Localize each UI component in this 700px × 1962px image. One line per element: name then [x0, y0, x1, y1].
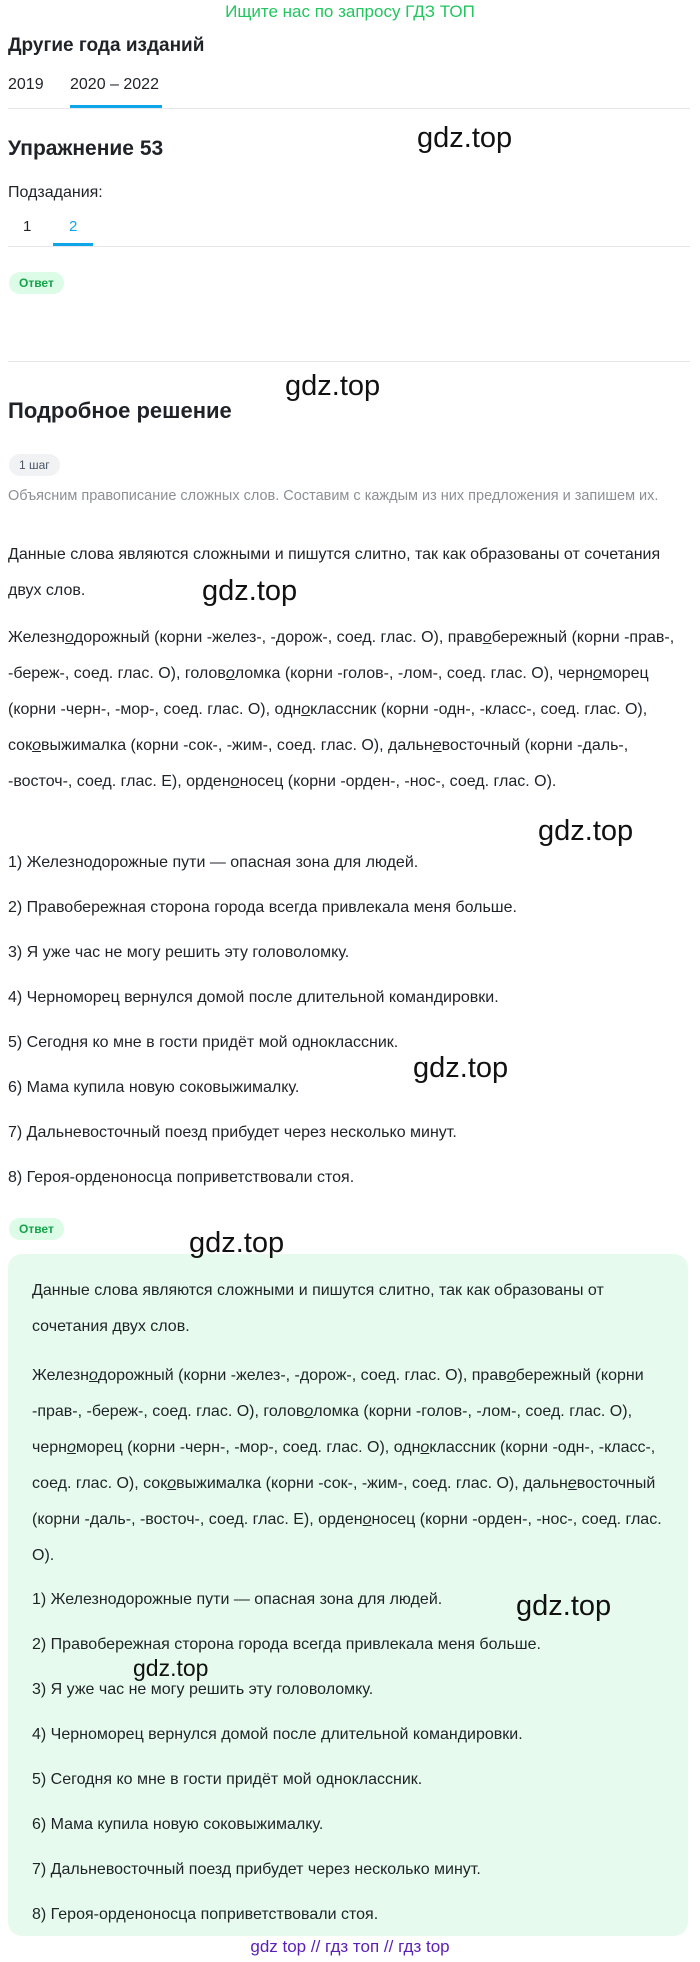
answer-sentence-1: 1) Железнодорожные пути — опасная зона для людей. — [32, 1591, 443, 1608]
watermark: gdz.top — [285, 370, 381, 402]
answer-word-analysis — [32, 1358, 672, 1574]
promo-banner[interactable]: Ищите нас по запросу ГДЗ ТОП — [225, 2, 475, 21]
footer-links — [0, 1935, 700, 1959]
answer-sentence-4: 4) Черноморец вернулся домой после длительной командировки. — [32, 1726, 523, 1743]
word-part: выжималка (корни -сок-, -жим-, соед. глас. О), — [176, 1475, 524, 1492]
other-years-title: Другие года изданий — [8, 35, 205, 56]
word-part: дальн — [388, 737, 433, 754]
word-part: классник (корни -одн-, -класс-, соед. глас. О), — [310, 701, 648, 718]
tab-year-2020-2022[interactable]: 2020 – 2022 — [70, 76, 159, 93]
word-part: орден — [186, 773, 231, 790]
sentence-5: 5) Сегодня ко мне в гости придёт мой одноклассник. — [8, 1034, 399, 1051]
word-part: морец (корни -черн-, -мор-, соед. глас. О), — [8, 665, 649, 718]
connecting-vowel: о — [301, 701, 311, 718]
connecting-vowel: о — [230, 773, 240, 790]
connecting-vowel: о — [66, 1439, 76, 1456]
word-part: носец (корни -орден-, -нос-, соед. глас. О). — [32, 1511, 662, 1564]
word-part: классник (корни -одн-, -класс-, соед. глас. О), — [32, 1439, 656, 1492]
footer-link-2[interactable]: гдз топ — [325, 1937, 380, 1956]
solution-title: Подробное решение — [8, 398, 232, 423]
word-part: ломка (корни -голов-, -лом-, соед. глас. О), — [234, 665, 558, 682]
tab-year-2019[interactable]: 2019 — [8, 76, 44, 93]
word-part: сок — [143, 1475, 168, 1492]
connecting-vowel: о — [420, 1439, 430, 1456]
answer-sentence-6: 6) Мама купила новую соковыжималку. — [32, 1816, 324, 1833]
word-part: одн — [274, 701, 302, 718]
divider — [8, 108, 690, 109]
footer-link-3[interactable]: гдз top — [398, 1937, 450, 1956]
connecting-vowel: о — [592, 665, 602, 682]
connecting-vowel: о — [89, 1367, 98, 1384]
connecting-vowel: о — [65, 629, 74, 646]
word-part: голов — [263, 1403, 305, 1420]
word-part: черн — [557, 665, 593, 682]
footer-separator: // — [383, 1937, 394, 1956]
subtask-tab-1[interactable]: 1 — [23, 218, 32, 235]
answer-sentence-3: 3) Я уже час не могу решить эту головоломку. — [32, 1681, 374, 1698]
word-part: бережный (корни -прав-, -береж-, соед. глас. О), — [32, 1367, 644, 1420]
sentence-8: 8) Героя-орденоносца поприветствовали стоя. — [8, 1169, 355, 1186]
sentence-3: 3) Я уже час не могу решить эту головоломку. — [8, 944, 350, 961]
answer-sentence-5: 5) Сегодня ко мне в гости придёт мой одноклассник. — [32, 1771, 423, 1788]
footer-separator: // — [310, 1937, 321, 1956]
word-part: черн — [32, 1439, 67, 1456]
watermark: gdz.top — [538, 815, 634, 847]
word-part: дальн — [523, 1475, 568, 1492]
word-part: дорожный (корни -желез-, -дорож-, соед. глас. О), — [97, 1367, 472, 1384]
exercise-title: Упражнение 53 — [8, 137, 164, 160]
word-part: выжималка (корни -сок-, -жим-, соед. глас. О), — [40, 737, 389, 754]
sentence-6: 6) Мама купила новую соковыжималку. — [8, 1079, 300, 1096]
connecting-vowel: е — [567, 1475, 577, 1492]
sentence-7: 7) Дальневосточный поезд прибудет через несколько минут. — [8, 1124, 457, 1141]
word-part: сок — [8, 737, 33, 754]
watermark: gdz.top — [417, 122, 513, 154]
answer-sentence-2: 2) Правобережная сторона города всегда привлекала меня больше. — [32, 1636, 541, 1653]
sentence-1: 1) Железнодорожные пути — опасная зона для людей. — [8, 854, 419, 871]
word-part: дорожный (корни -желез-, -дорож-, соед. глас. О), — [73, 629, 448, 646]
word-part: прав — [471, 1367, 507, 1384]
divider — [8, 246, 690, 247]
sentence-2: 2) Правобережная сторона города всегда привлекала меня больше. — [8, 899, 517, 916]
connecting-vowel: о — [362, 1511, 372, 1528]
answer-badge: Ответ — [9, 1218, 64, 1240]
sentence-4: 4) Черноморец вернулся домой после длительной командировки. — [8, 989, 499, 1006]
word-part: Железн — [8, 629, 65, 646]
word-part: прав — [447, 629, 483, 646]
word-part: голов — [184, 665, 226, 682]
watermark: gdz.top — [189, 1227, 285, 1259]
word-part: носец (корни -орден-, -нос-, соед. глас. О). — [239, 773, 557, 790]
connecting-vowel: о — [506, 1367, 516, 1384]
answer-sentence-7: 7) Дальневосточный поезд прибудет через несколько минут. — [32, 1861, 481, 1878]
word-part: одн — [393, 1439, 421, 1456]
watermark: gdz.top — [516, 1590, 612, 1622]
word-part: ломка (корни -голов-, -лом-, соед. глас. О), — [313, 1403, 633, 1420]
connecting-vowel: о — [482, 629, 492, 646]
step-badge: 1 шаг — [9, 454, 60, 476]
word-part: восточный (корни -даль-, -восточ-, соед. глас. Е), — [8, 737, 629, 790]
connecting-vowel: о — [304, 1403, 314, 1420]
word-part: Железн — [32, 1367, 89, 1384]
solution-intro: Данные слова являются сложными и пишутся слитно, так как образованы от сочетания двух слов. — [8, 546, 661, 599]
word-part: морец (корни -черн-, -мор-, соед. глас. О), — [75, 1439, 394, 1456]
word-part: бережный (корни -прав-, -береж-, соед. глас. О), — [8, 629, 675, 682]
step-note: Объясним правописание сложных слов. Составим с каждым из них предложения и запишем их. — [8, 488, 659, 504]
watermark: gdz.top — [202, 575, 298, 607]
connecting-vowel: о — [167, 1475, 177, 1492]
connecting-vowel: о — [32, 737, 41, 754]
connecting-vowel: е — [432, 737, 442, 754]
word-part: восточный (корни -даль-, -восточ-, соед. глас. Е), — [32, 1475, 656, 1528]
watermark: gdz.top — [133, 1655, 209, 1681]
divider — [8, 361, 690, 362]
word-part: орден — [318, 1511, 363, 1528]
answer-badge: Ответ — [9, 272, 64, 294]
word-analysis — [8, 620, 688, 800]
subtasks-label: Подзадания: — [8, 184, 103, 201]
footer-link-1[interactable]: gdz top — [250, 1937, 307, 1956]
answer-sentence-8: 8) Героя-орденоносца поприветствовали стоя. — [32, 1906, 379, 1923]
watermark: gdz.top — [413, 1052, 509, 1084]
subtask-tab-2[interactable]: 2 — [69, 218, 78, 235]
answer-intro: Данные слова являются сложными и пишутся слитно, так как образованы от сочетания двух слов. — [32, 1282, 604, 1335]
connecting-vowel: о — [225, 665, 235, 682]
